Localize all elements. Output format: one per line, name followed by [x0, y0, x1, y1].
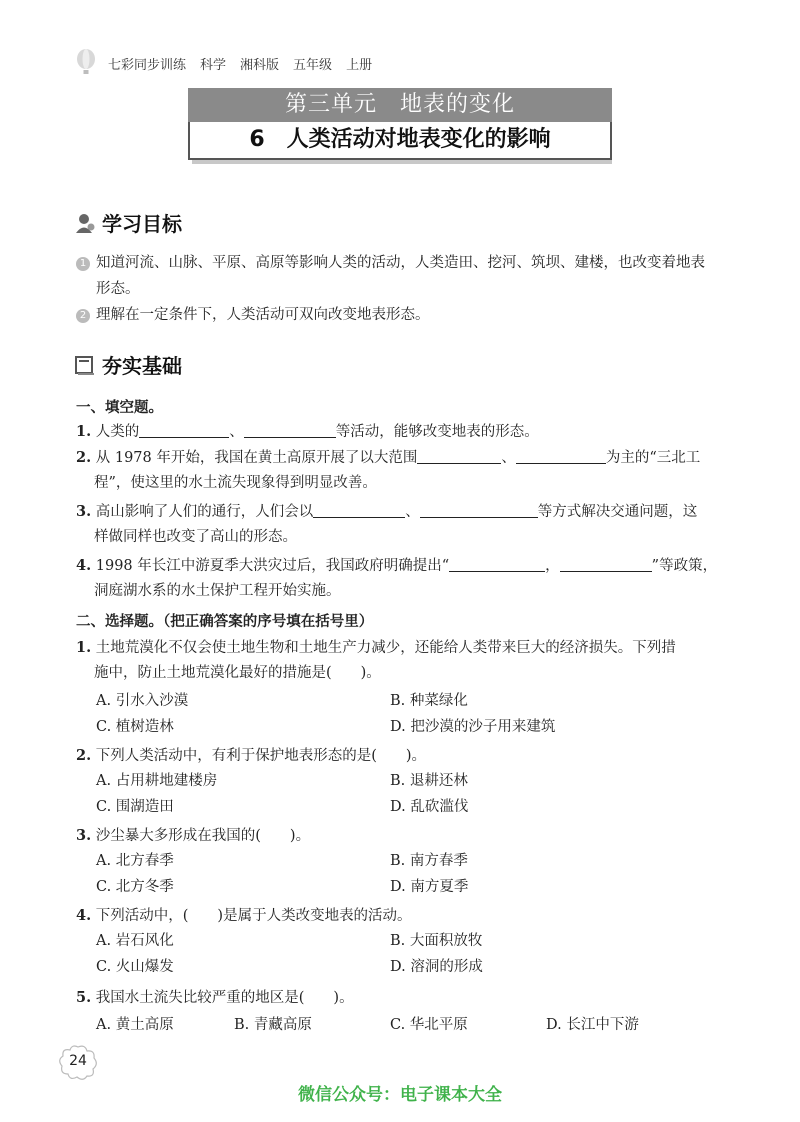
- answer-blank[interactable]: [139, 423, 229, 438]
- mcq-1: 1. 土地荒漠化不仅会使土地生物和土地生产力减少，还能给人类带来巨大的经济损失。下列措: [76, 639, 676, 656]
- option-d[interactable]: D. 南方夏季: [390, 879, 469, 895]
- edition: 湘科版: [240, 58, 280, 73]
- option-b[interactable]: B. 青藏高原: [234, 1017, 312, 1033]
- option-a[interactable]: A. 北方春季: [96, 853, 174, 869]
- grade: 五年级: [293, 58, 333, 73]
- option-d[interactable]: D. 长江中下游: [546, 1017, 639, 1033]
- book-icon: [74, 354, 96, 376]
- footer-watermark: 微信公众号：电子课本大全: [298, 1085, 502, 1105]
- objective-text: 理解在一定条件下，人类活动可双向改变地表形态。: [96, 307, 430, 323]
- answer-blank[interactable]: [560, 557, 652, 572]
- option-a[interactable]: A. 引水入沙漠: [96, 693, 189, 709]
- page-number-badge: [58, 1044, 98, 1080]
- fill-question-3: 3. 高山影响了人们的通行，人们会以 、 等方式解决交通问题，这: [76, 503, 698, 520]
- part2-heading: 二、选择题。（把正确答案的序号填在括号里）: [76, 613, 374, 630]
- unit-title: 第三单元 地表的变化: [188, 88, 612, 122]
- option-b[interactable]: B. 大面积放牧: [390, 933, 483, 949]
- fill-question-4-cont: 洞庭湖水系的水土保护工程开始实施。: [94, 583, 341, 599]
- answer-blank[interactable]: [516, 449, 606, 464]
- option-b[interactable]: B. 退耕还林: [390, 773, 468, 789]
- answer-blank[interactable]: [417, 449, 501, 464]
- option-c[interactable]: C. 北方冬季: [96, 879, 174, 895]
- option-d[interactable]: D. 乱砍滥伐: [390, 799, 469, 815]
- title-banner: [188, 88, 612, 164]
- objective-text: 知道河流、山脉、平原、高原等影响人类的活动，人类造田、挖河、筑坝、建楼，也改变着地表: [96, 255, 705, 271]
- person-icon: [74, 212, 96, 234]
- option-c[interactable]: C. 围湖造田: [96, 799, 174, 815]
- series-name: 七彩同步训练: [108, 58, 187, 73]
- objective-1-cont: 形态。: [96, 281, 140, 297]
- mcq-5: 5. 我国水土流失比较严重的地区是( )。: [76, 989, 354, 1006]
- option-b[interactable]: B. 种菜绿化: [390, 693, 468, 709]
- objective-2: [76, 302, 430, 329]
- answer-blank[interactable]: [244, 423, 336, 438]
- option-c[interactable]: C. 火山爆发: [96, 959, 174, 975]
- objective-1: [76, 250, 736, 277]
- lesson-title: 6 人类活动对地表变化的影响: [188, 122, 612, 160]
- mcq-3: 3. 沙尘暴大多形成在我国的( )。: [76, 827, 311, 844]
- objectives-title: 学习目标: [102, 212, 182, 236]
- running-header: [108, 54, 372, 73]
- volume: 上册: [346, 58, 373, 73]
- option-c[interactable]: C. 植树造林: [96, 719, 174, 735]
- fill-question-4: 4. 1998 年长江中游夏季大洪灾过后，我国政府明确提出“ ， ”等政策，: [76, 557, 718, 574]
- basics-heading: [74, 350, 182, 379]
- fill-question-3-cont: 样做同样也改变了高山的形态。: [94, 529, 297, 545]
- balloon-logo-icon: [72, 48, 100, 76]
- option-a[interactable]: A. 占用耕地建楼房: [96, 773, 218, 789]
- answer-blank[interactable]: [313, 503, 405, 518]
- mcq-4: 4. 下列活动中，( )是属于人类改变地表的活动。: [76, 907, 412, 924]
- fill-question-2: 2. 从 1978 年开始，我国在黄土高原开展了以大范围 、 为主的“三北工: [76, 449, 701, 466]
- objective-number: 1: [76, 257, 90, 271]
- fill-question-1: 1. 人类的 、 等活动，能够改变地表的形态。: [76, 423, 539, 440]
- basics-title: 夯实基础: [102, 354, 182, 378]
- fill-question-2-cont: 程”，使这里的水土流失现象得到明显改善。: [94, 475, 377, 491]
- mcq-2: 2. 下列人类活动中，有利于保护地表形态的是( )。: [76, 747, 427, 764]
- answer-blank[interactable]: [420, 503, 538, 518]
- page-number: 24: [69, 1053, 87, 1069]
- answer-blank[interactable]: [449, 557, 545, 572]
- option-d[interactable]: D. 把沙漠的沙子用来建筑: [390, 719, 556, 735]
- objective-number: 2: [76, 309, 90, 323]
- option-a[interactable]: A. 岩石风化: [96, 933, 174, 949]
- option-d[interactable]: D. 溶洞的形成: [390, 959, 483, 975]
- option-a[interactable]: A. 黄土高原: [96, 1017, 174, 1033]
- option-b[interactable]: B. 南方春季: [390, 853, 468, 869]
- subject: 科学: [200, 58, 227, 73]
- objectives-heading: [74, 208, 182, 237]
- part1-heading: 一、填空题。: [76, 399, 163, 416]
- option-c[interactable]: C. 华北平原: [390, 1017, 468, 1033]
- mcq-1-cont: 施中，防止土地荒漠化最好的措施是( )。: [94, 665, 381, 681]
